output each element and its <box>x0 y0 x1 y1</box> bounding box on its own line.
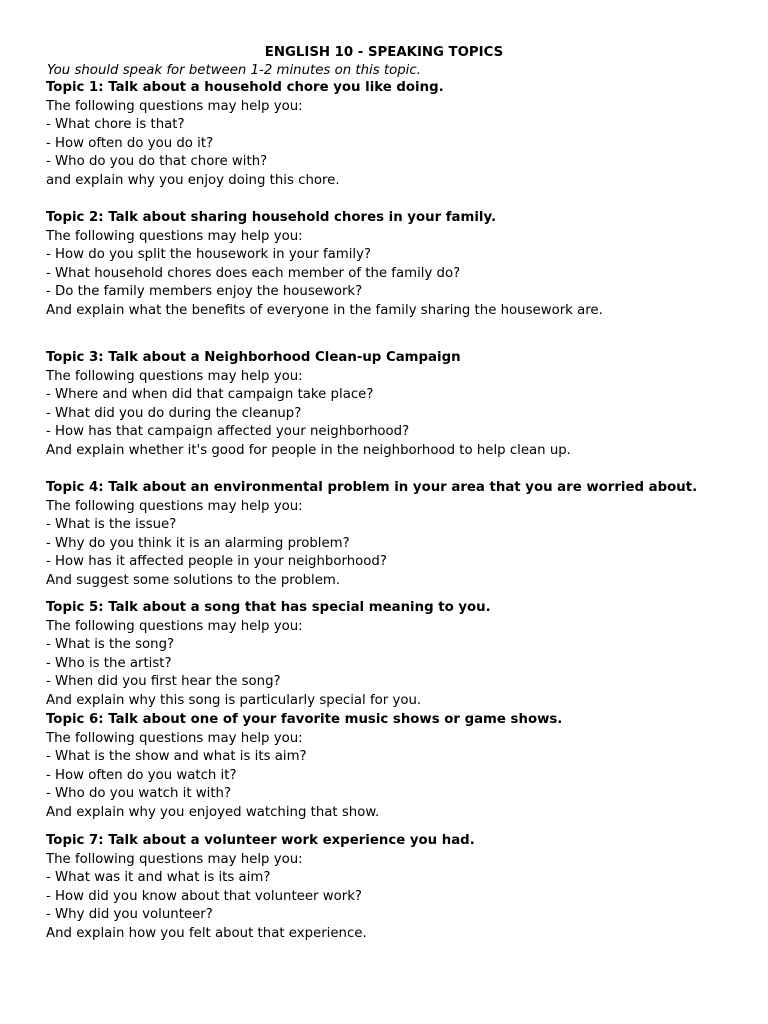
topic-question: - How has it affected people in your neighborhood? <box>46 554 387 570</box>
topic-question: - Where and when did that campaign take place? <box>46 387 374 403</box>
topic-question: - How has that campaign affected your neighborhood? <box>46 424 410 440</box>
topic-closing: And explain why you enjoyed watching that show. <box>46 804 380 820</box>
topic-question: - How often do you watch it? <box>46 767 237 783</box>
topic-question: - How did you know about that volunteer work? <box>46 888 362 904</box>
topic-7 <box>46 832 746 944</box>
document-intro: You should speak for between 1-2 minutes on this topic. <box>47 63 421 78</box>
topic-question: - Who is the artist? <box>46 655 172 671</box>
topic-heading: Topic 2: Talk about sharing household chores in your family. <box>46 210 496 225</box>
topic-1 <box>46 79 746 191</box>
topic-question: - What is the show and what is its aim? <box>46 749 307 765</box>
topic-prompt: The following questions may help you: <box>46 851 303 867</box>
topic-closing: And suggest some solutions to the problem. <box>46 572 341 588</box>
topic-prompt: The following questions may help you: <box>46 498 303 514</box>
topic-closing: and explain why you enjoy doing this chore. <box>46 172 340 188</box>
document-title: ENGLISH 10 - SPEAKING TOPICS <box>264 45 504 60</box>
topic-question: - What was it and what is its aim? <box>46 870 271 886</box>
topic-question: - Do the family members enjoy the housework? <box>46 284 363 300</box>
topic-heading: Topic 3: Talk about a Neighborhood Clean-up Campaign <box>46 350 461 365</box>
topic-question: - Who do you watch it with? <box>46 786 232 802</box>
topic-question: - Who do you do that chore with? <box>46 154 268 170</box>
topic-5 <box>46 599 746 711</box>
topic-closing: And explain what the benefits of everyone in the family sharing the housework are. <box>46 302 603 318</box>
topic-question: - What is the song? <box>46 637 175 653</box>
topic-heading: Topic 4: Talk about an environmental problem in your area that you are worried about. <box>46 480 698 495</box>
topic-prompt: The following questions may help you: <box>46 228 303 244</box>
topic-question: - How often do you do it? <box>46 135 214 151</box>
topic-question: - Why do you think it is an alarming problem? <box>46 535 350 551</box>
topic-prompt: The following questions may help you: <box>46 98 303 114</box>
topic-question: - What did you do during the cleanup? <box>46 405 302 421</box>
topic-3 <box>46 349 746 461</box>
topic-prompt: The following questions may help you: <box>46 730 303 746</box>
topic-closing: And explain whether it's good for people in the neighborhood to help clean up. <box>46 442 571 458</box>
topic-question: - What household chores does each member of the family do? <box>46 265 461 281</box>
topic-2 <box>46 209 746 321</box>
topic-heading: Topic 7: Talk about a volunteer work experience you had. <box>46 833 475 848</box>
topic-question: - When did you first hear the song? <box>46 674 281 690</box>
topic-question: - What chore is that? <box>46 117 185 133</box>
topic-heading: Topic 1: Talk about a household chore you like doing. <box>46 80 444 95</box>
topic-question: - How do you split the housework in your family? <box>46 247 372 263</box>
topic-6 <box>46 711 746 823</box>
topic-heading: Topic 5: Talk about a song that has special meaning to you. <box>46 600 491 615</box>
topic-closing: And explain why this song is particularly special for you. <box>46 692 422 708</box>
topic-4 <box>46 479 746 591</box>
topic-prompt: The following questions may help you: <box>46 368 303 384</box>
topic-closing: And explain how you felt about that experience. <box>46 925 367 941</box>
topic-question: - Why did you volunteer? <box>46 907 213 923</box>
topic-prompt: The following questions may help you: <box>46 618 303 634</box>
topic-heading: Topic 6: Talk about one of your favorite music shows or game shows. <box>46 712 563 727</box>
topic-question: - What is the issue? <box>46 517 177 533</box>
